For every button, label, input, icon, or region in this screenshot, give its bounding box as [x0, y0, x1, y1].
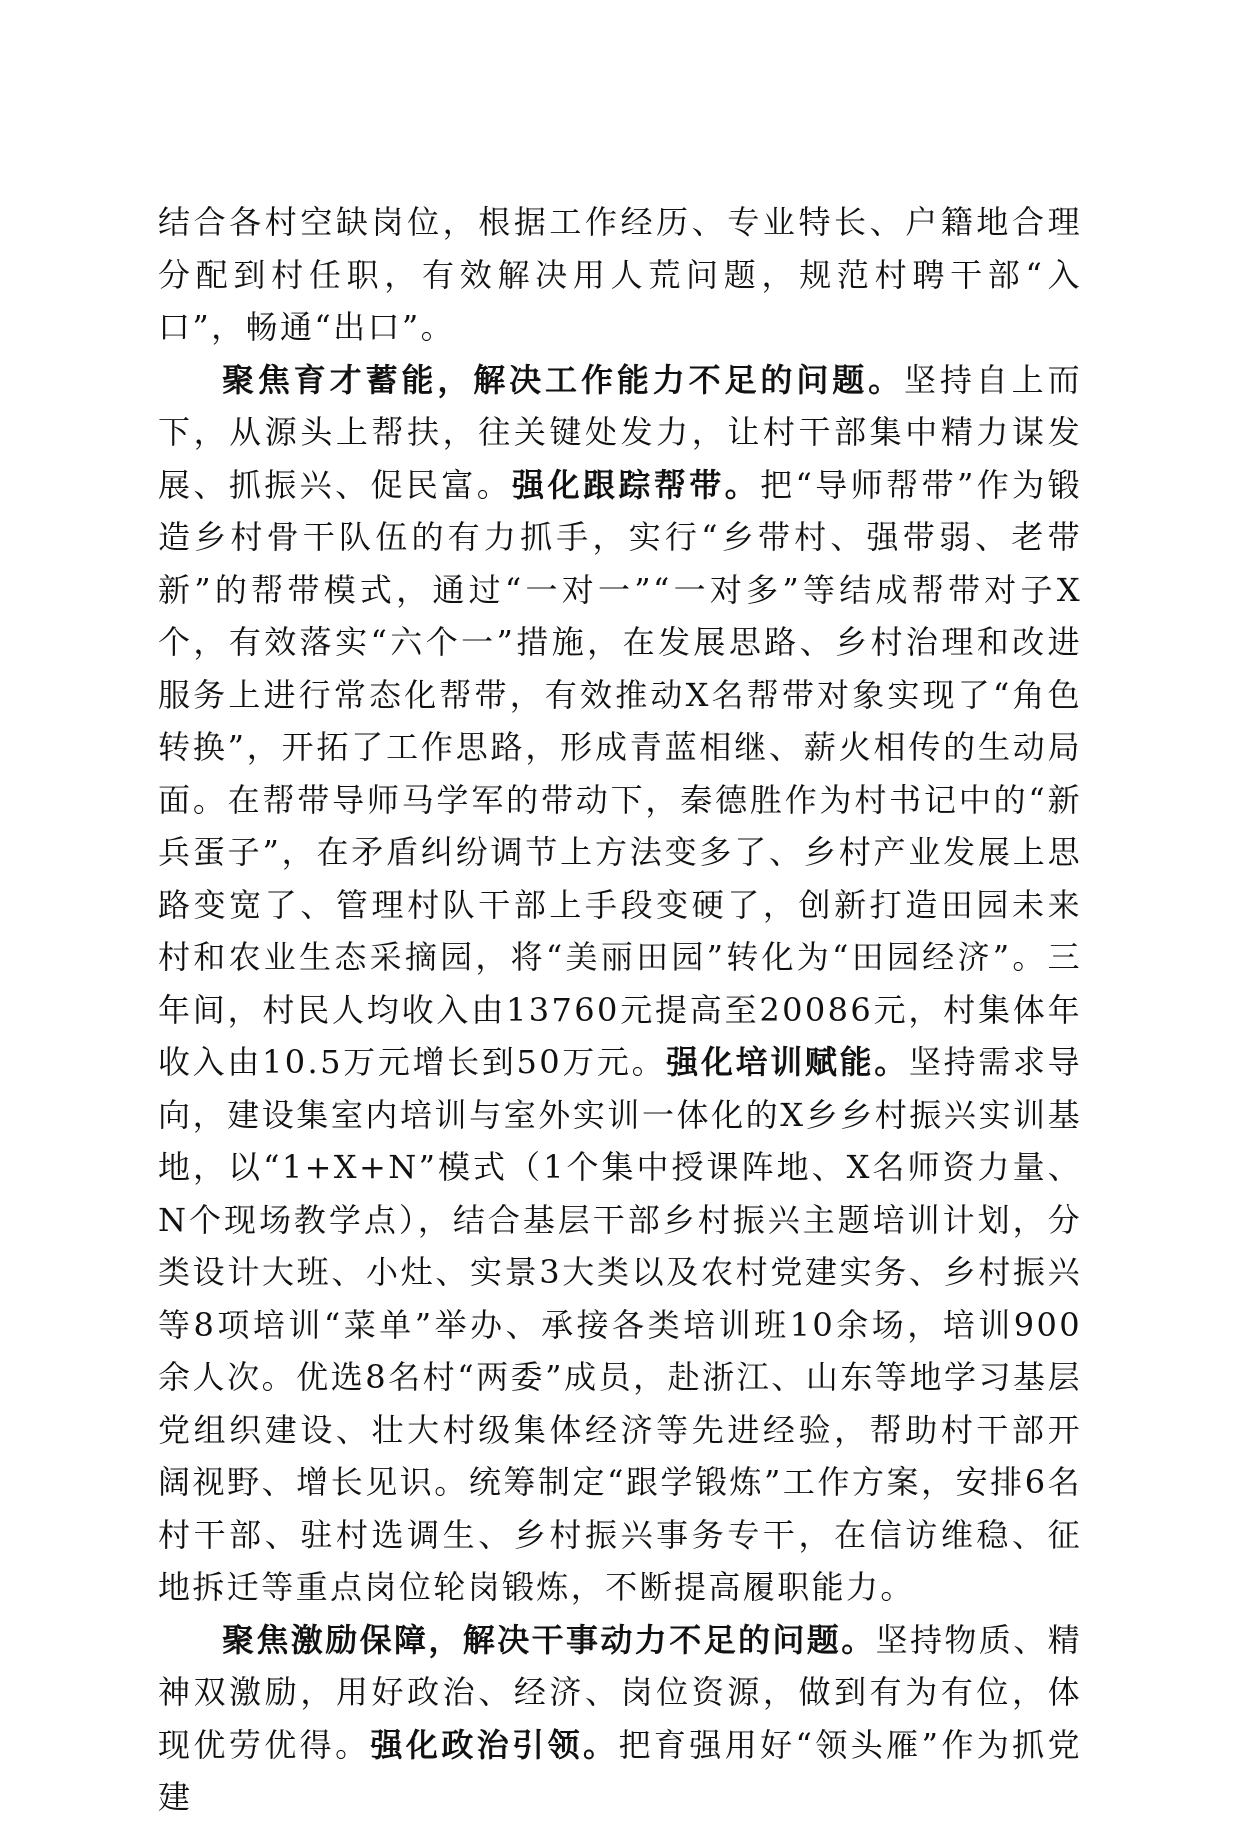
body-text: [158, 196, 1082, 1824]
subsection-heading: 强化跟踪帮带。: [512, 465, 761, 504]
paragraph-text: 把育强用好“领头雁”作为抓党建: [158, 1725, 1082, 1816]
subsection-heading: 强化培训赋能。: [666, 1043, 909, 1081]
paragraph-text: 结合各村空缺岗位，根据工作经历、专业特长、户籍地合理分配到村任职，有效解决用人荒问题，规范村聘干部“入口”，畅通“出口”。: [158, 203, 1082, 346]
paragraph: [158, 1614, 1082, 1824]
section-heading: 聚焦激励保障，解决干事动力不足的问题。: [222, 1620, 876, 1659]
paragraph: [158, 196, 1082, 354]
paragraph-text: 坚持物质、精神双激励，用好政治、经济、岗位资源，做到有为有位，体现优劳优得。: [158, 1620, 1083, 1764]
paragraph-text: 坚持需求导向，建设集室内培训与室外实训一体化的X乡乡村振兴实训基地，以“1+X+N”模式（1个集中授课阵地、X名师资力量、N个现场教学点），结合基层干部乡村振兴主题培训计划，分类设计大班、小灶、实景3大类以及农村党建实务、乡村振兴等8项培训“菜单”举办、承接各类培训班10余场，培训900余人次。优选8名村“两委”成员，赴浙江、山东等地学习基层党组织建设、壮大村级集体经济等先进经验，帮助村干部开阔视野、增长见识。统筹制定“跟学锻炼”工作方案，安排6名村干部、驻村选调生、乡村振兴事务专干，在信访维稳、征地拆迁等重点岗位轮岗锻炼，不断提高履职能力。: [158, 1043, 1082, 1606]
paragraph: [158, 354, 1082, 1614]
paragraph-text: 坚持自上而下，从源头上帮扶，往关键处发力，让村干部集中精力谋发展、抓振兴、促民富。: [158, 360, 1082, 504]
subsection-heading: 强化政治引领。: [370, 1725, 619, 1764]
section-heading: 聚焦育才蓄能，解决工作能力不足的问题。: [222, 360, 904, 399]
paragraph-text: 把“导师帮带”作为锻造乡村骨干队伍的有力抓手，实行“乡带村、强带弱、老带新”的帮带模式，通过“一对一”“一对多”等结成帮带对子X个，有效落实“六个一”措施，在发展思路、乡村治理和改进服务上进行常态化帮带，有效推动X名帮带对象实现了“角色转换”，开拓了工作思路，形成青蓝相继、薪火相传的生动局面。在帮带导师马学军的带动下，秦德胜作为村书记中的“新兵蛋子”，在矛盾纠纷调节上方法变多了、乡村产业发展上思路变宽了、管理村队干部上手段变硬了，创新打造田园未来村和农业生态采摘园，将“美丽田园”转化为“田园经济”。三年间，村民人均收入由13760元提高至20086元，村集体年收入由10.5万元增长到50万元。: [158, 465, 1082, 1081]
